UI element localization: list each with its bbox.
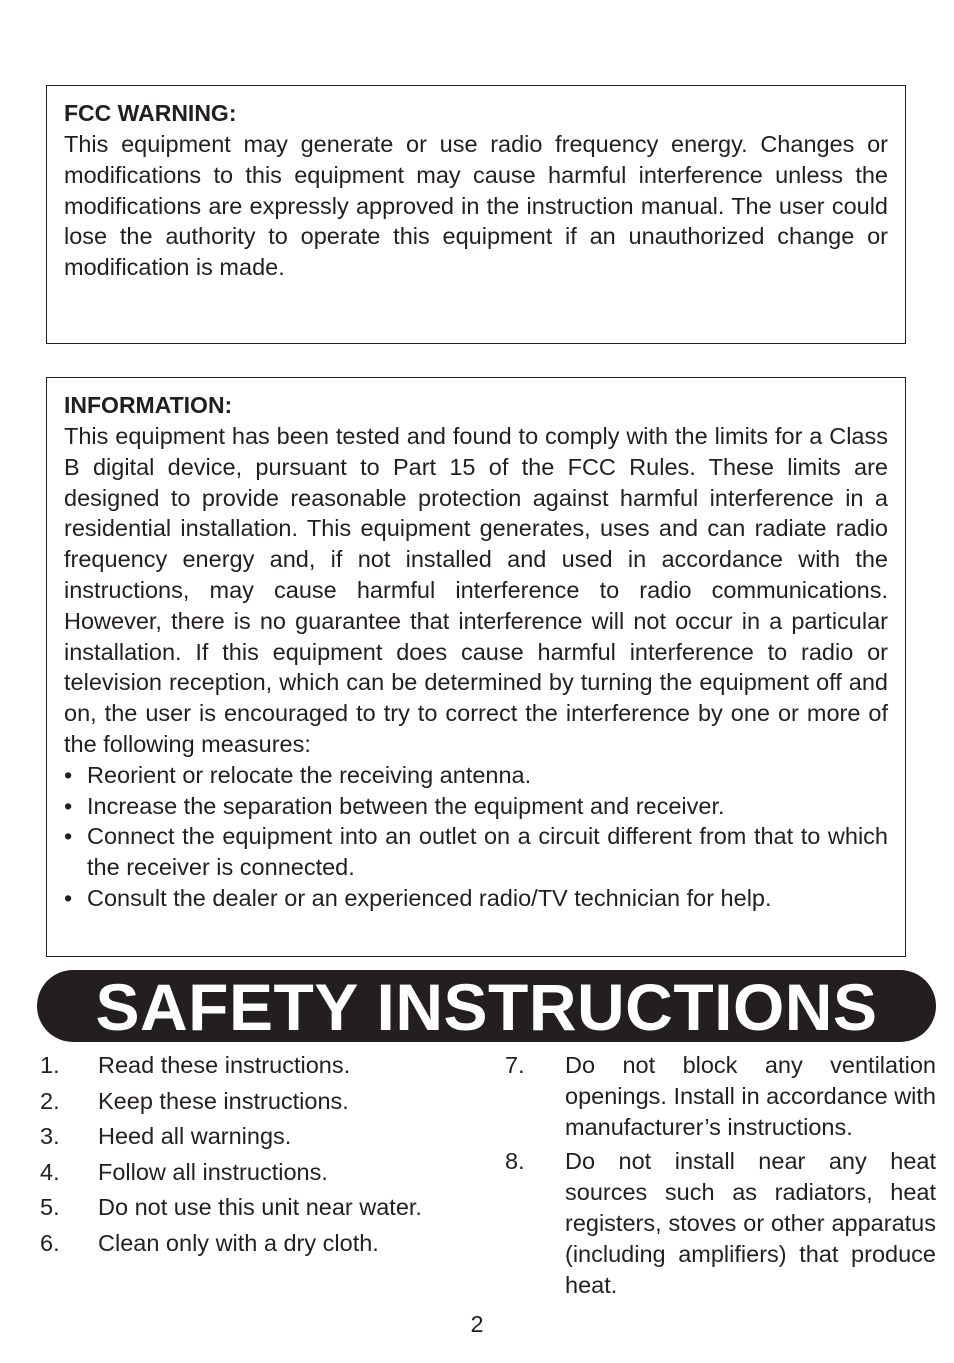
item-number: 7.	[505, 1052, 525, 1078]
item-text: Heed all warnings.	[98, 1123, 292, 1150]
measure-text: Increase the separation between the equipment and receiver.	[87, 792, 725, 819]
item-text: Read these instructions.	[98, 1052, 351, 1079]
safety-list-right	[505, 1050, 936, 1304]
measure-item	[64, 791, 888, 822]
item-text: Follow all instructions.	[98, 1158, 328, 1185]
measure-text: Reorient or relocate the receiving antenna.	[87, 761, 532, 788]
bullet-icon: •	[64, 792, 73, 819]
measure-item	[64, 821, 888, 883]
measure-item	[64, 883, 888, 914]
fcc-warning-box	[46, 85, 906, 344]
bullet-icon: •	[64, 884, 73, 911]
item-text: Keep these instructions.	[98, 1087, 349, 1114]
safety-banner	[37, 970, 936, 1042]
information-body: This equipment has been tested and found to comply with the limits for a Class B digital device, pursuant to Part 15 of the FCC Rules. These limits are designed to provide reasonable protection against harmful interference in a residential installation. This equipment generates, uses and can radiate radio frequency energy and, if not installed and used in accordance with the instructions, may cause harmful interference to radio communications. However, there is no guarantee that interference will not occur in a particular installation. If this equipment does cause harmful interference to radio or television reception, which can be determined by turning the equipment off and on, the user is encouraged to try to correct the interference by one or more of the following measures:	[64, 423, 888, 757]
fcc-warning-body: This equipment may generate or use radio frequency energy. Changes or modifications to this equipment may cause harmful interference unless the modifications are expressly approved in the instruction manual. The user could lose the authority to operate this equipment if an unauthorized change or modification is made.	[64, 131, 888, 281]
information-title: INFORMATION:	[64, 392, 233, 418]
safety-list-left	[40, 1048, 480, 1261]
safety-item	[40, 1048, 480, 1084]
item-text: Clean only with a dry cloth.	[98, 1229, 379, 1256]
item-text: Do not block any ventilation openings. Install in accordance with manufacturer’s instructions.	[565, 1052, 936, 1140]
item-text: Do not use this unit near water.	[98, 1194, 422, 1221]
measure-item	[64, 760, 888, 791]
safety-item	[40, 1226, 480, 1262]
information-box	[46, 377, 906, 957]
item-number: 3.	[40, 1123, 60, 1150]
item-number: 5.	[40, 1194, 60, 1221]
page-number: 2	[470, 1311, 484, 1337]
safety-item	[40, 1155, 480, 1191]
item-number: 8.	[505, 1148, 525, 1175]
item-number: 6.	[40, 1229, 60, 1256]
safety-item	[505, 1050, 936, 1142]
fcc-warning-title: FCC WARNING:	[64, 100, 237, 126]
safety-title: SAFETY INSTRUCTIONS	[95, 970, 878, 1044]
item-text: Do not install near any heat sources such as radiators, heat registers, stoves or other apparatus (including amplifiers) that produce heat.	[565, 1148, 936, 1298]
bullet-icon: •	[64, 823, 73, 850]
item-number: 2.	[40, 1087, 60, 1114]
safety-item	[40, 1084, 480, 1120]
measure-text: Connect the equipment into an outlet on a circuit different from that to which the receiver is connected.	[87, 823, 888, 881]
bullet-icon: •	[64, 761, 73, 788]
safety-item	[40, 1119, 480, 1155]
measure-text: Consult the dealer or an experienced radio/TV technician for help.	[87, 884, 772, 911]
item-number: 1.	[40, 1052, 60, 1079]
safety-item	[40, 1190, 480, 1226]
item-number: 4.	[40, 1158, 60, 1185]
measures-list	[64, 760, 888, 914]
safety-item	[505, 1146, 936, 1300]
